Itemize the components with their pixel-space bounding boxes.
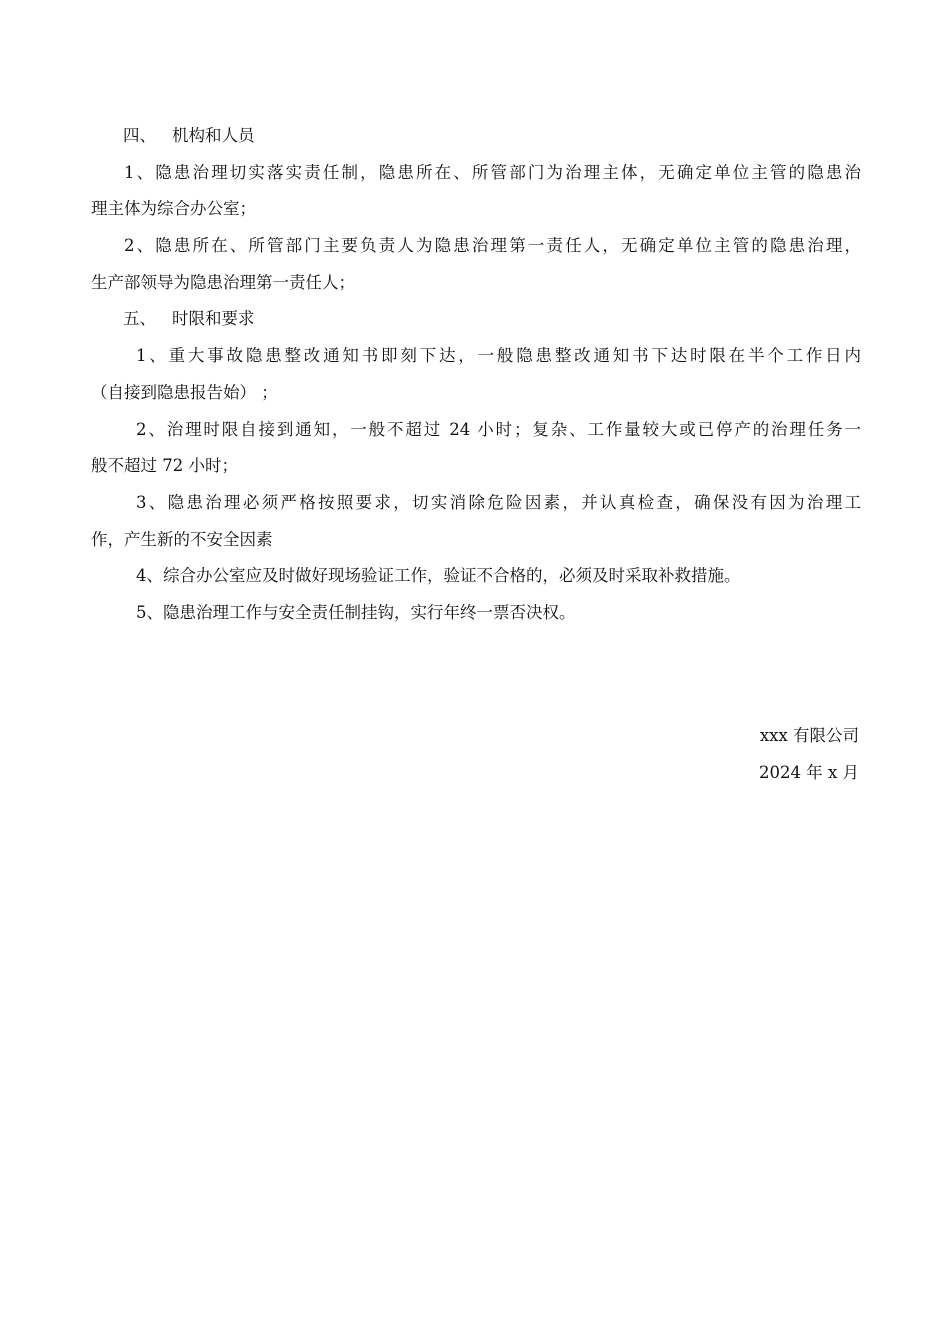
section-heading-4 [91, 118, 861, 155]
paragraph-line: 4、综合办公室应及时做好现场验证工作，验证不合格的，必须及时采取补救措施。 [136, 566, 741, 586]
section-heading-5 [91, 301, 861, 338]
paragraph-line: 生产部领导为隐患治理第一责任人； [91, 272, 355, 292]
section-title: 机构和人员 [172, 126, 255, 145]
paragraph-line: 5、隐患治理工作与安全责任制挂钩，实行年终一票否决权。 [136, 602, 576, 622]
paragraph-line: 般不超过 72 小时； [91, 456, 238, 476]
paragraph-line: 2、隐患所在、所管部门主要负责人为隐患治理第一责任人，无确定单位主管的隐患治理， [124, 236, 861, 256]
section-number: 五、 [123, 309, 156, 329]
paragraph-line: 理主体为综合办公室； [91, 199, 256, 219]
paragraph-line: 2、治理时限自接到通知，一般不超过 24 小时；复杂、工作量较大或已停产的治理任务一 [136, 419, 861, 439]
paragraph-line: 1、重大事故隐患整改通知书即刻下达，一般隐患整改通知书下达时限在半个工作日内 [136, 346, 861, 366]
section-number: 四、 [123, 126, 156, 145]
paragraph-line: 作，产生新的不安全因素 [91, 529, 273, 549]
signoff-block [759, 718, 859, 791]
document-date: 2024 年 x 月 [758, 762, 859, 782]
paragraph-line: 3、隐患治理必须严格按照要求，切实消除危险因素，并认真检查，确保没有因为治理工 [136, 492, 861, 512]
section-title: 时限和要求 [172, 309, 255, 329]
paragraph-line: 1、隐患治理切实落实责任制，隐患所在、所管部门为治理主体，无确定单位主管的隐患治 [124, 162, 861, 182]
document-body [91, 118, 861, 632]
paragraph-line: （自接到隐患报告始） ； [91, 382, 278, 402]
company-name: xxx 有限公司 [759, 726, 859, 745]
